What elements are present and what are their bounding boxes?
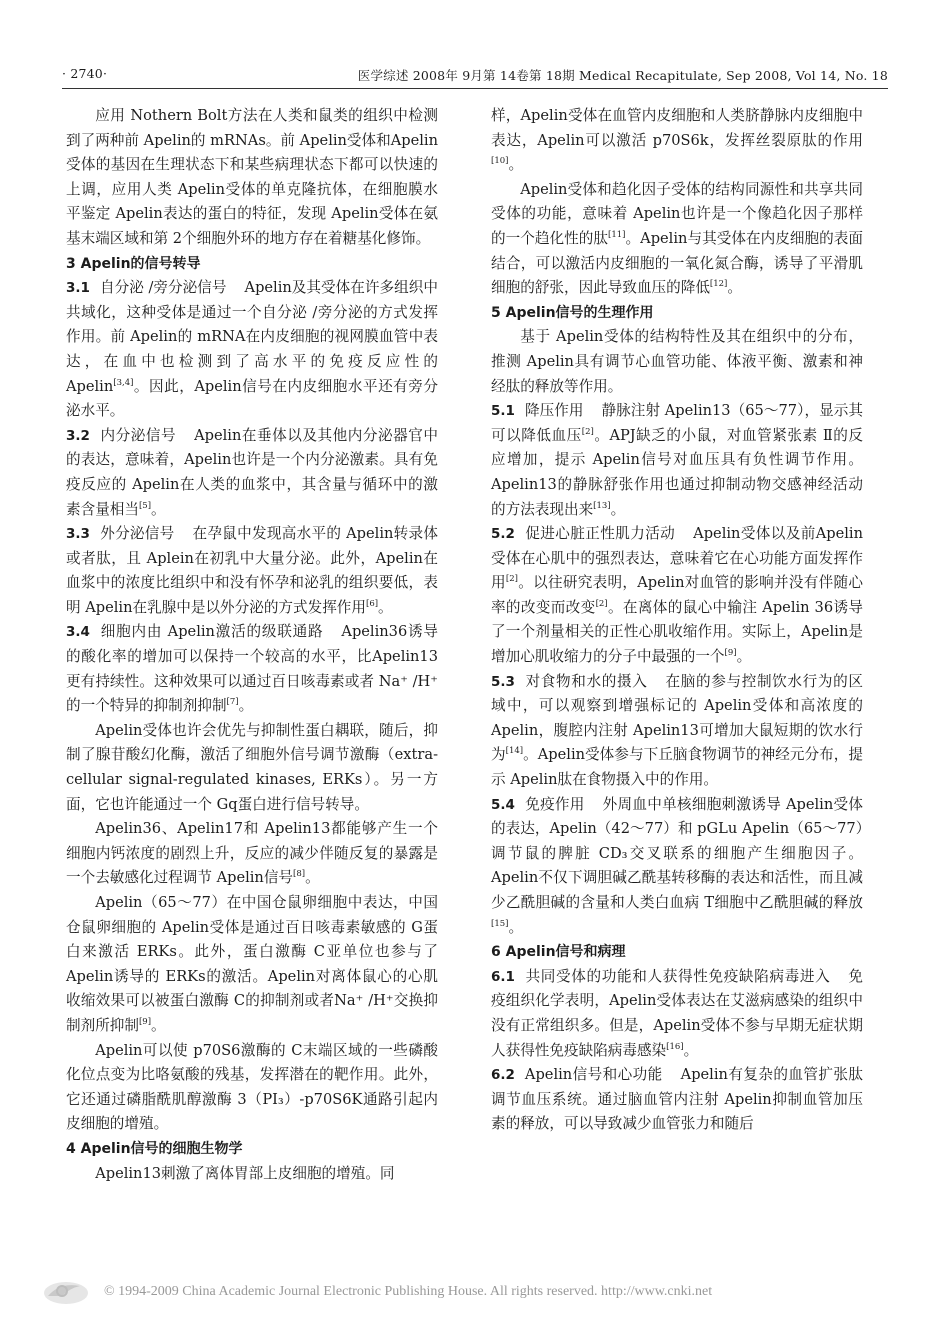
right-column (491, 104, 863, 1137)
paragraph: Apelin受体和趋化因子受体的结构同源性和共享共同受体的功能，意味着 Apelin也许是一个像趋化因子那样的一个趋化性的肽[11]。Apelin与其受体在内皮细胞的表面结合，可以激活内皮细胞的一氧化氮合酶，诱导了平滑肌细胞的舒张，因此导致血压的降低[12]。 (491, 180, 863, 297)
subsection-3-4: 3.4 细胞内由 Apelin激活的级联通路 Apelin36诱导的酸化率的增加可以保持一个较高的水平，比Apelin13更有持续性。这种效果可以通过百日咳毒素或者 Na⁺ /H⁺的一个特异的抑制剂抑制[7]。 (66, 623, 438, 715)
paragraph: Apelin13刺激了离体胃部上皮细胞的增殖。同 (95, 1164, 395, 1182)
subsection-5-1: 5.1 降压作用 静脉注射 Apelin13（65～77），显示其可以降低血压[2]。APJ缺乏的小鼠，对血管紧张素 Ⅱ的反应增加，提示 Apelin信号对血压具有负性调节作用。Apelin13的静脉舒张作用也通过抑制动物交感神经活动的方法表现出来[13]。 (491, 402, 863, 518)
section-heading-6: 6 Apelin信号和病理 (491, 944, 626, 961)
subsection-6-2: 6.2 Apelin信号和心功能 Apelin有复杂的血管扩张肽调节血压系统。通过脑血管内注射 Apelin抑制血管加压素的释放，可以导致减少血管张力和随后 (491, 1066, 863, 1133)
paragraph: Apelin36、Apelin17和 Apelin13都能够产生一个细胞内钙浓度的剧烈上升，反应的减少伴随反复的暴露是一个去敏感化过程调节 Apelin信号[8]。 (66, 820, 438, 887)
running-header (62, 66, 888, 88)
section-heading-4: 4 Apelin信号的细胞生物学 (66, 1140, 243, 1157)
paragraph: Apelin可以使 p70S6激酶的 C末端区域的一些磷酸化位点变为比咯氨酸的残基，发挥潜在的靶作用。此外，它还通过磷脂酰肌醇激酶 3（PI₃）-p70S6K通路引起内皮细胞的增殖。 (66, 1041, 438, 1133)
section-heading-3: 3 Apelin的信号转导 (66, 255, 201, 272)
subsection-5-2: 5.2 促进心脏正性肌力活动 Apelin受体以及前Apelin受体在心肌中的强烈表达，意味着它在心功能方面发挥作用[2]。以往研究表明，Apelin对血管的影响并没有伴随心率的改变而改变[2]。在离体的鼠心中输注 Apelin 36诱导了一个剂量相关的正性心肌收缩作用。实际上，Apelin是增加心肌收缩力的分子中最强的一个[9]。 (491, 525, 863, 666)
left-column (66, 104, 438, 1186)
paragraph: Apelin（65～77）在中国仓鼠卵细胞中表达，中国仓鼠卵细胞的 Apelin受体是通过百日咳毒素敏感的 G蛋白来激活 ERKs。此外，蛋白激酶 C亚单位也参与了 Apelin诱导的 ERKs的激活。Apelin对离体鼠心的心肌收缩效果可以被蛋白激酶 C的抑制剂或者Na⁺ /H⁺交换抑制剂所抑制[9]。 (66, 894, 438, 1034)
header-rule (62, 88, 888, 89)
page-number: · 2740· (62, 66, 108, 81)
subsection-6-1: 6.1 共同受体的功能和人获得性免疫缺陷病毒进入 免疫组织化学表明，Apelin受体表达在艾滋病感染的组织中没有正常组织多。但是，Apelin受体不参与早期无症状期人获得性免疫缺陷病毒感染[16]。 (491, 967, 863, 1059)
subsection-3-2: 3.2 内分泌信号 Apelin在垂体以及其他内分泌器官中的表达，意味着，Apelin也许是一个内分泌激素。具有免疫反应的 Apelin在人类的血浆中，其含量与循环中的激素含量相当[5]。 (66, 426, 438, 518)
subsection-3-1: 3.1 自分泌 /旁分泌信号 Apelin及其受体在许多组织中共域化，这种受体是通过一个自分泌 /旁分泌的方式发挥作用。前 Apelin的 mRNA在内皮细胞的视网膜血管中表达，在血中也检测到了高水平的免疫反应性的 Apelin[3,4]。因此，Apelin信号在内皮细胞水平还有旁分泌水平。 (66, 279, 438, 420)
paragraph: 样，Apelin受体在血管内皮细胞和人类脐静脉内皮细胞中表达，Apelin可以激活 p70S6k，发挥丝裂原肽的作用[10]。 (491, 107, 863, 174)
subsection-3-3: 3.3 外分泌信号 在孕鼠中发现高水平的 Apelin转录体或者肽，且 Aplein在初乳中大量分泌。此外，Apelin在血浆中的浓度比组织中和没有怀孕和泌乳的组织要低，表明 Apelin在乳腺中是以外分泌的方式发挥作用[6]。 (66, 525, 438, 616)
journal-citation: 医学综述 2008年 9月第 14卷第 18期 Medical Recapitulate, Sep 2008, Vol 14, No. 18 (357, 68, 888, 83)
section-heading-5: 5 Apelin信号的生理作用 (491, 304, 654, 321)
paragraph: Apelin受体也许会优先与抑制性蛋白耦联，随后，抑制了腺苷酸幻化酶，激活了细胞外信号调节激酶（extra-cellular signal-regulated kinases, ERKs）。另一方面，它也许能通过一个 Gq蛋白进行信号转导。 (66, 721, 438, 813)
subsection-5-4: 5.4 免疫作用 外周血中单核细胞刺激诱导 Apelin受体的表达，Apelin（42～77）和 pGLu Apelin（65～77）调节鼠的脾脏 CD₃交叉联系的细胞产生细胞因子。Apelin不仅下调胆碱乙酰基转移酶的表达和活性，而且减少乙酰胆碱的含量和人类白血病 T细胞中乙酰胆碱的释放[15]。 (491, 795, 863, 936)
paragraph: 基于 Apelin受体的结构特性及其在组织中的分布，推测 Apelin具有调节心血管功能、体液平衡、激素和神经肽的释放等作用。 (491, 328, 863, 395)
copyright-text: © 1994-2009 China Academic Journal Electronic Publishing House. All rights reserved. http://www.cnki.net (104, 1284, 713, 1299)
footer (0, 1276, 950, 1312)
subsection-5-3: 5.3 对食物和水的摄入 在脑的参与控制饮水行为的区域中，可以观察到增强标记的 Apelin受体和高浓度的 Apelin，腹腔内注射 Apelin13可增加大鼠短期的饮水行为[14]。Apelin受体参与下丘脑食物调节的神经元分布，提示 Apelin肽在食物摄入中的作用。 (491, 672, 863, 789)
paragraph: 应用 Nothern Bolt方法在人类和鼠类的组织中检测到了两种前 Apelin的 mRNAs。前 Apelin受体和Apelin受体的基因在生理状态下和某些病理状态下都可以快速的上调，应用人类 Apelin受体的单克隆抗体，在细胞膜水平鉴定 Apelin表达的蛋白的特征，发现 Apelin受体在氨基末端区域和第 2个细胞外环的地方存在着糖基化修饰。 (66, 107, 438, 247)
cnki-logo-icon (40, 1276, 92, 1306)
